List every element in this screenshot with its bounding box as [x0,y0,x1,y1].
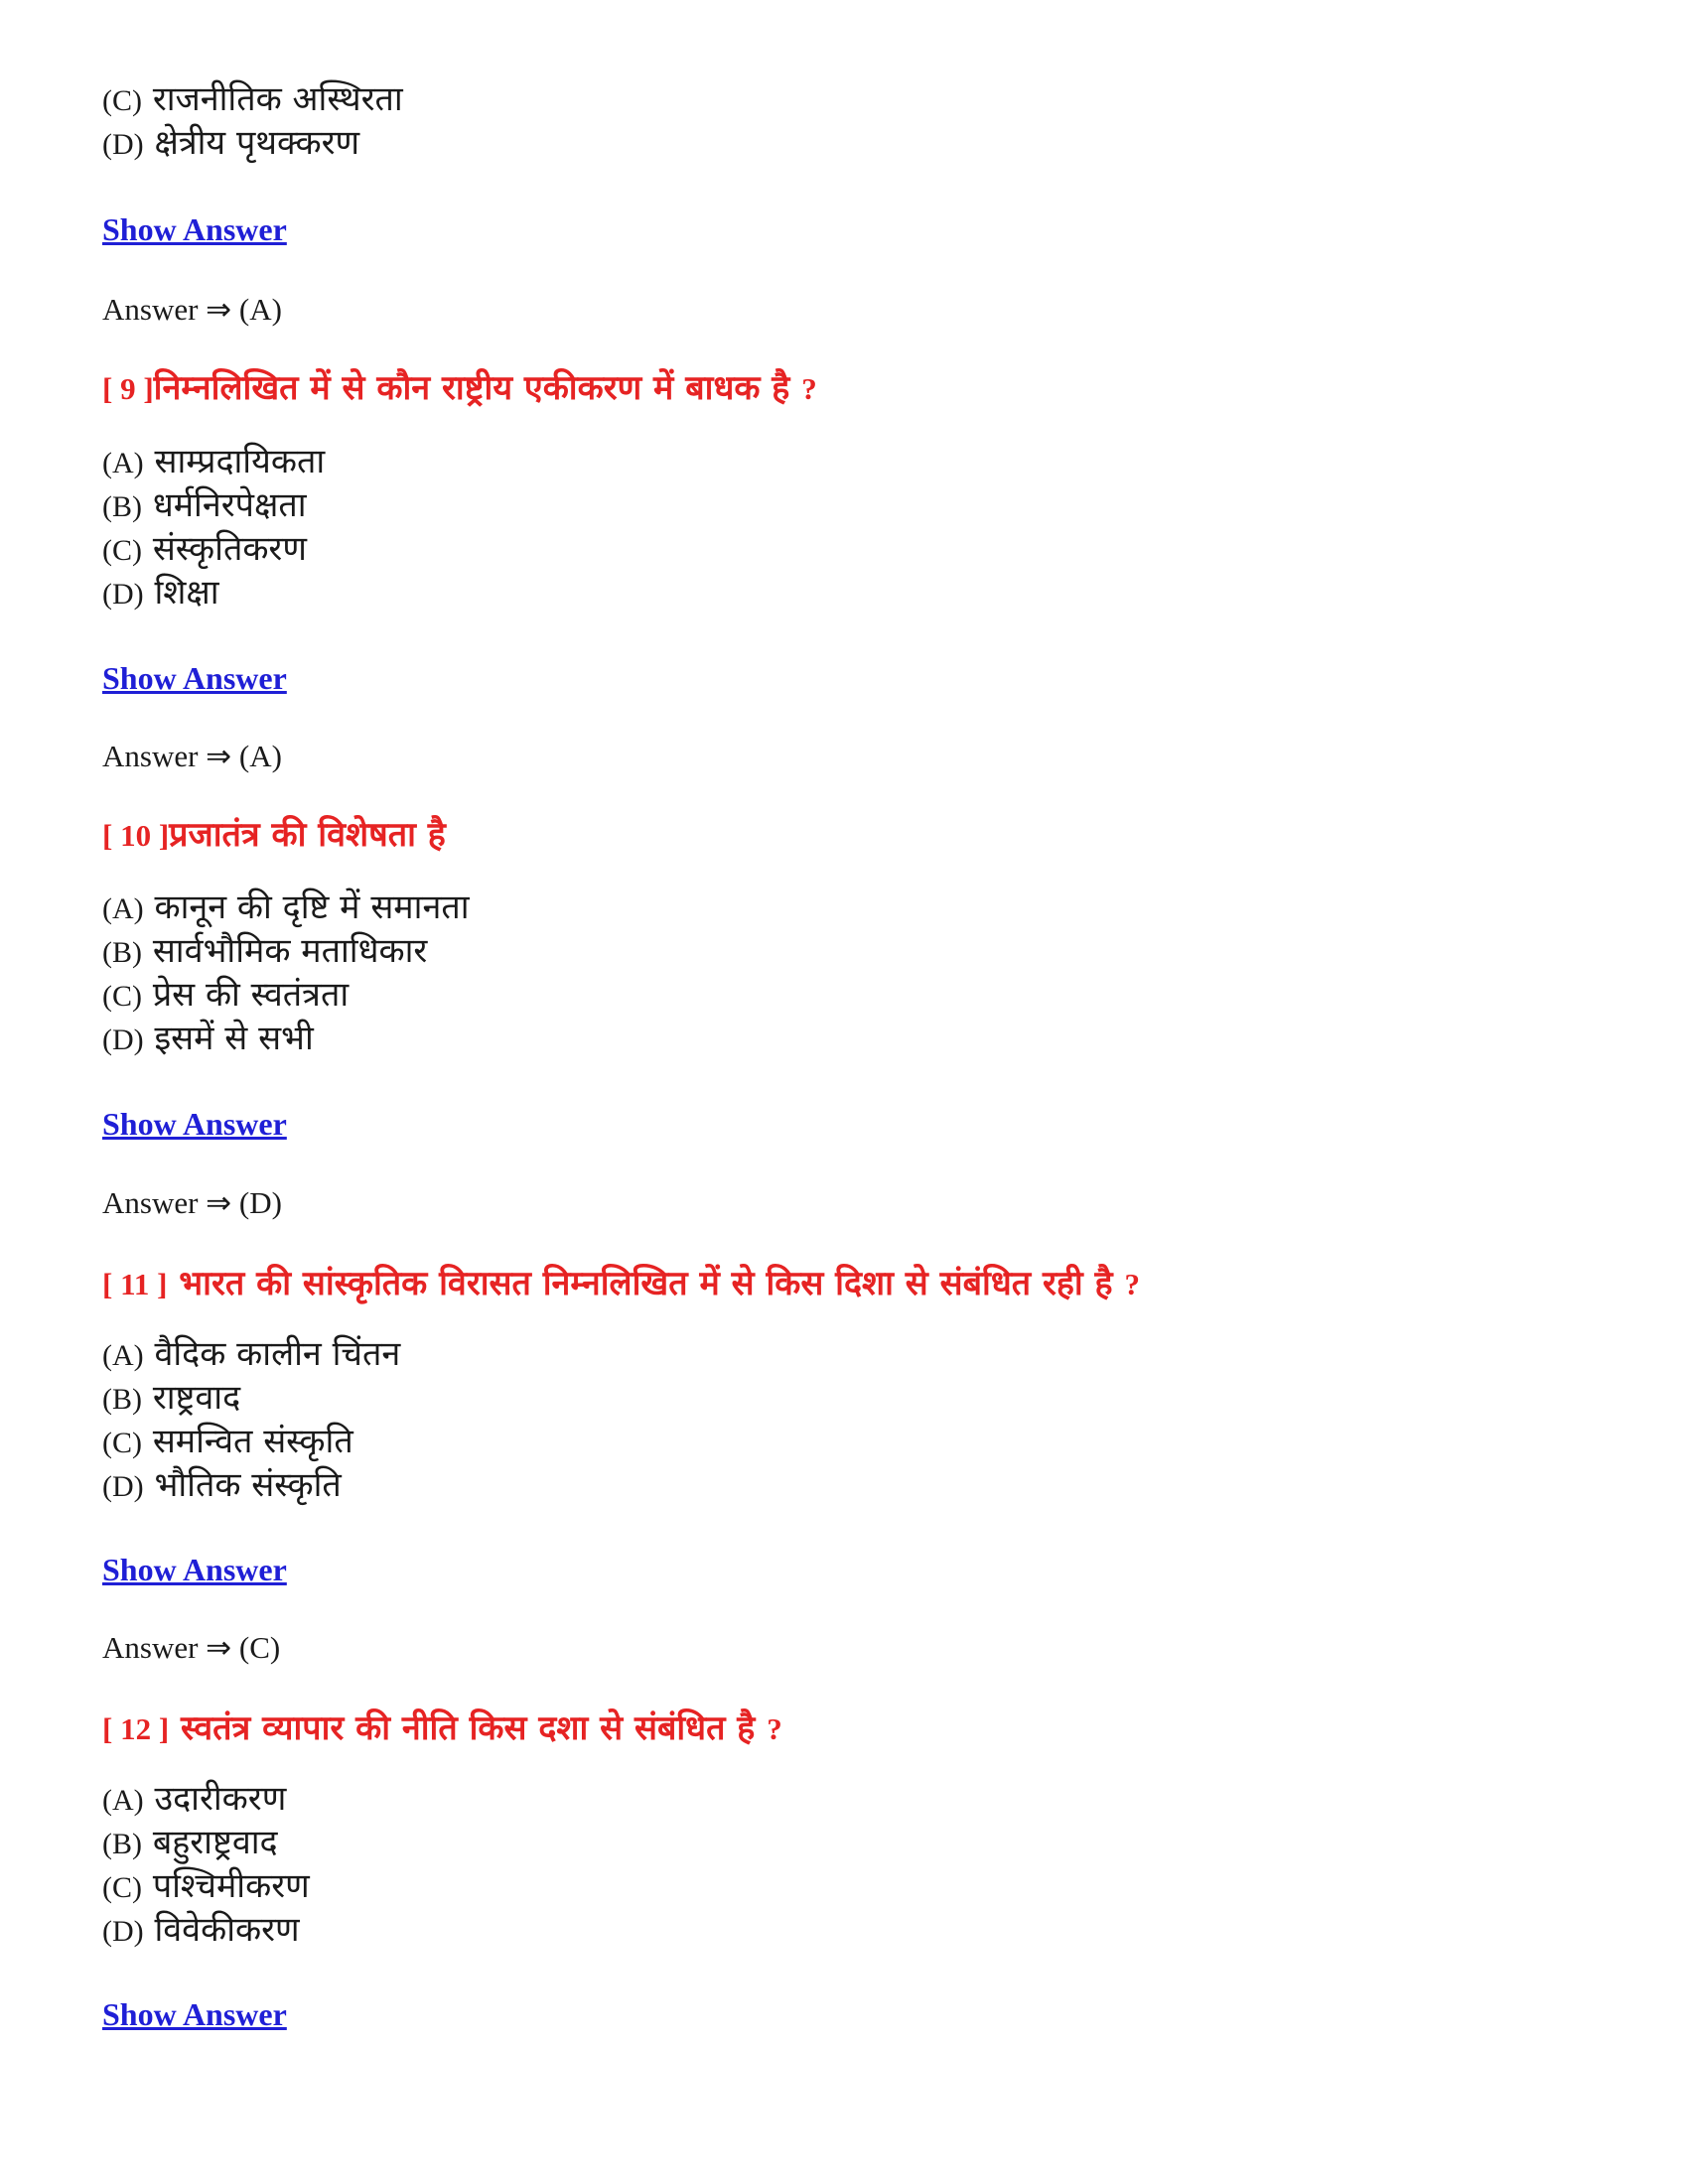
option-letter: (A) [102,892,144,925]
option-text: सार्वभौमिक मताधिकार [152,931,428,971]
option-a [102,886,470,929]
question-mark: ? [801,371,817,406]
question-options [102,886,470,1060]
option-letter: (A) [102,1784,144,1817]
option-letter: (B) [102,490,142,523]
option-d [102,1463,400,1507]
question-title [102,1706,782,1752]
option-c [102,1420,400,1463]
option-text: उदारीकरण [154,1779,287,1819]
option-d [102,121,403,165]
question-text: निम्नलिखित में से कौन राष्ट्रीय एकीकरण में बाधक है [153,368,790,408]
option-text: पश्चिमीकरण [152,1866,310,1906]
question-title [102,1261,1140,1307]
option-d [102,571,325,614]
question-number: [ 11 ] [102,1267,168,1301]
question-mark: ? [767,1711,782,1746]
option-letter: (C) [102,980,142,1013]
option-text: धर्मनिरपेक्षता [152,485,307,525]
option-letter: (B) [102,936,142,969]
option-letter: (D) [102,1915,144,1948]
option-text: कानून की दृष्टि में समानता [154,887,470,927]
option-letter: (B) [102,1383,142,1416]
option-letter: (C) [102,1871,142,1904]
option-text: इसमें से सभी [154,1019,314,1058]
question-text: भारत की सांस्कृतिक विरासत निम्नलिखित में से किस दिशा से संबंधित रही है [179,1264,1113,1303]
question-options [102,1332,400,1507]
option-b [102,929,470,973]
show-answer-link[interactable]: Show Answer [102,660,287,696]
prev-question-options [102,77,403,165]
option-letter: (D) [102,128,144,161]
question-mark: ? [1124,1267,1140,1301]
option-d [102,1908,310,1952]
option-text: संस्कृतिकरण [152,529,307,569]
question-number: [ 12 ] [102,1711,170,1746]
answer-text: Answer ⇒ (A) [102,292,282,327]
option-c [102,973,470,1017]
option-letter: (A) [102,447,144,479]
option-text: प्रेस की स्वतंत्रता [152,975,350,1015]
option-text: शिक्षा [154,573,219,613]
option-b [102,1376,400,1420]
option-text: वैदिक कालीन चिंतन [154,1334,401,1374]
option-b [102,1821,310,1864]
answer-text: Answer ⇒ (A) [102,739,282,773]
option-letter: (C) [102,534,142,567]
option-c [102,527,325,571]
show-answer-link[interactable]: Show Answer [102,1996,287,2032]
option-a [102,1332,400,1376]
option-letter: (C) [102,84,142,117]
show-answer-link[interactable]: Show Answer [102,1552,287,1587]
show-answer-link[interactable]: Show Answer [102,211,287,247]
option-letter: (C) [102,1427,142,1459]
option-letter: (D) [102,578,144,611]
option-text: बहुराष्ट्रवाद [152,1823,278,1862]
option-a [102,440,325,483]
option-c [102,1864,310,1908]
option-text: राजनीतिक अस्थिरता [152,79,403,119]
question-options [102,1777,310,1952]
option-letter: (D) [102,1024,144,1056]
question-title [102,812,446,859]
option-letter: (D) [102,1470,144,1503]
question-text: स्वतंत्र व्यापार की नीति किस दशा से संबंधित है [181,1708,756,1748]
option-text: साम्प्रदायिकता [154,442,326,481]
option-letter: (A) [102,1339,144,1372]
option-text: विवेकीकरण [154,1910,300,1950]
option-text: राष्ट्रवाद [152,1378,241,1418]
option-text: क्षेत्रीय पृथक्करण [154,123,360,163]
question-number: [ 9 ] [102,371,154,406]
show-answer-link[interactable]: Show Answer [102,1106,287,1142]
answer-text: Answer ⇒ (D) [102,1185,282,1220]
option-b [102,483,325,527]
option-d [102,1017,470,1060]
question-options [102,440,325,614]
question-number: [ 10 ] [102,818,170,853]
option-text: भौतिक संस्कृति [154,1465,342,1505]
answer-text: Answer ⇒ (C) [102,1630,281,1665]
question-text: प्रजातंत्र की विशेषता है [169,815,446,855]
option-c [102,77,403,121]
option-letter: (B) [102,1828,142,1860]
option-a [102,1777,310,1821]
question-title [102,365,817,412]
option-text: समन्वित संस्कृति [152,1422,353,1461]
